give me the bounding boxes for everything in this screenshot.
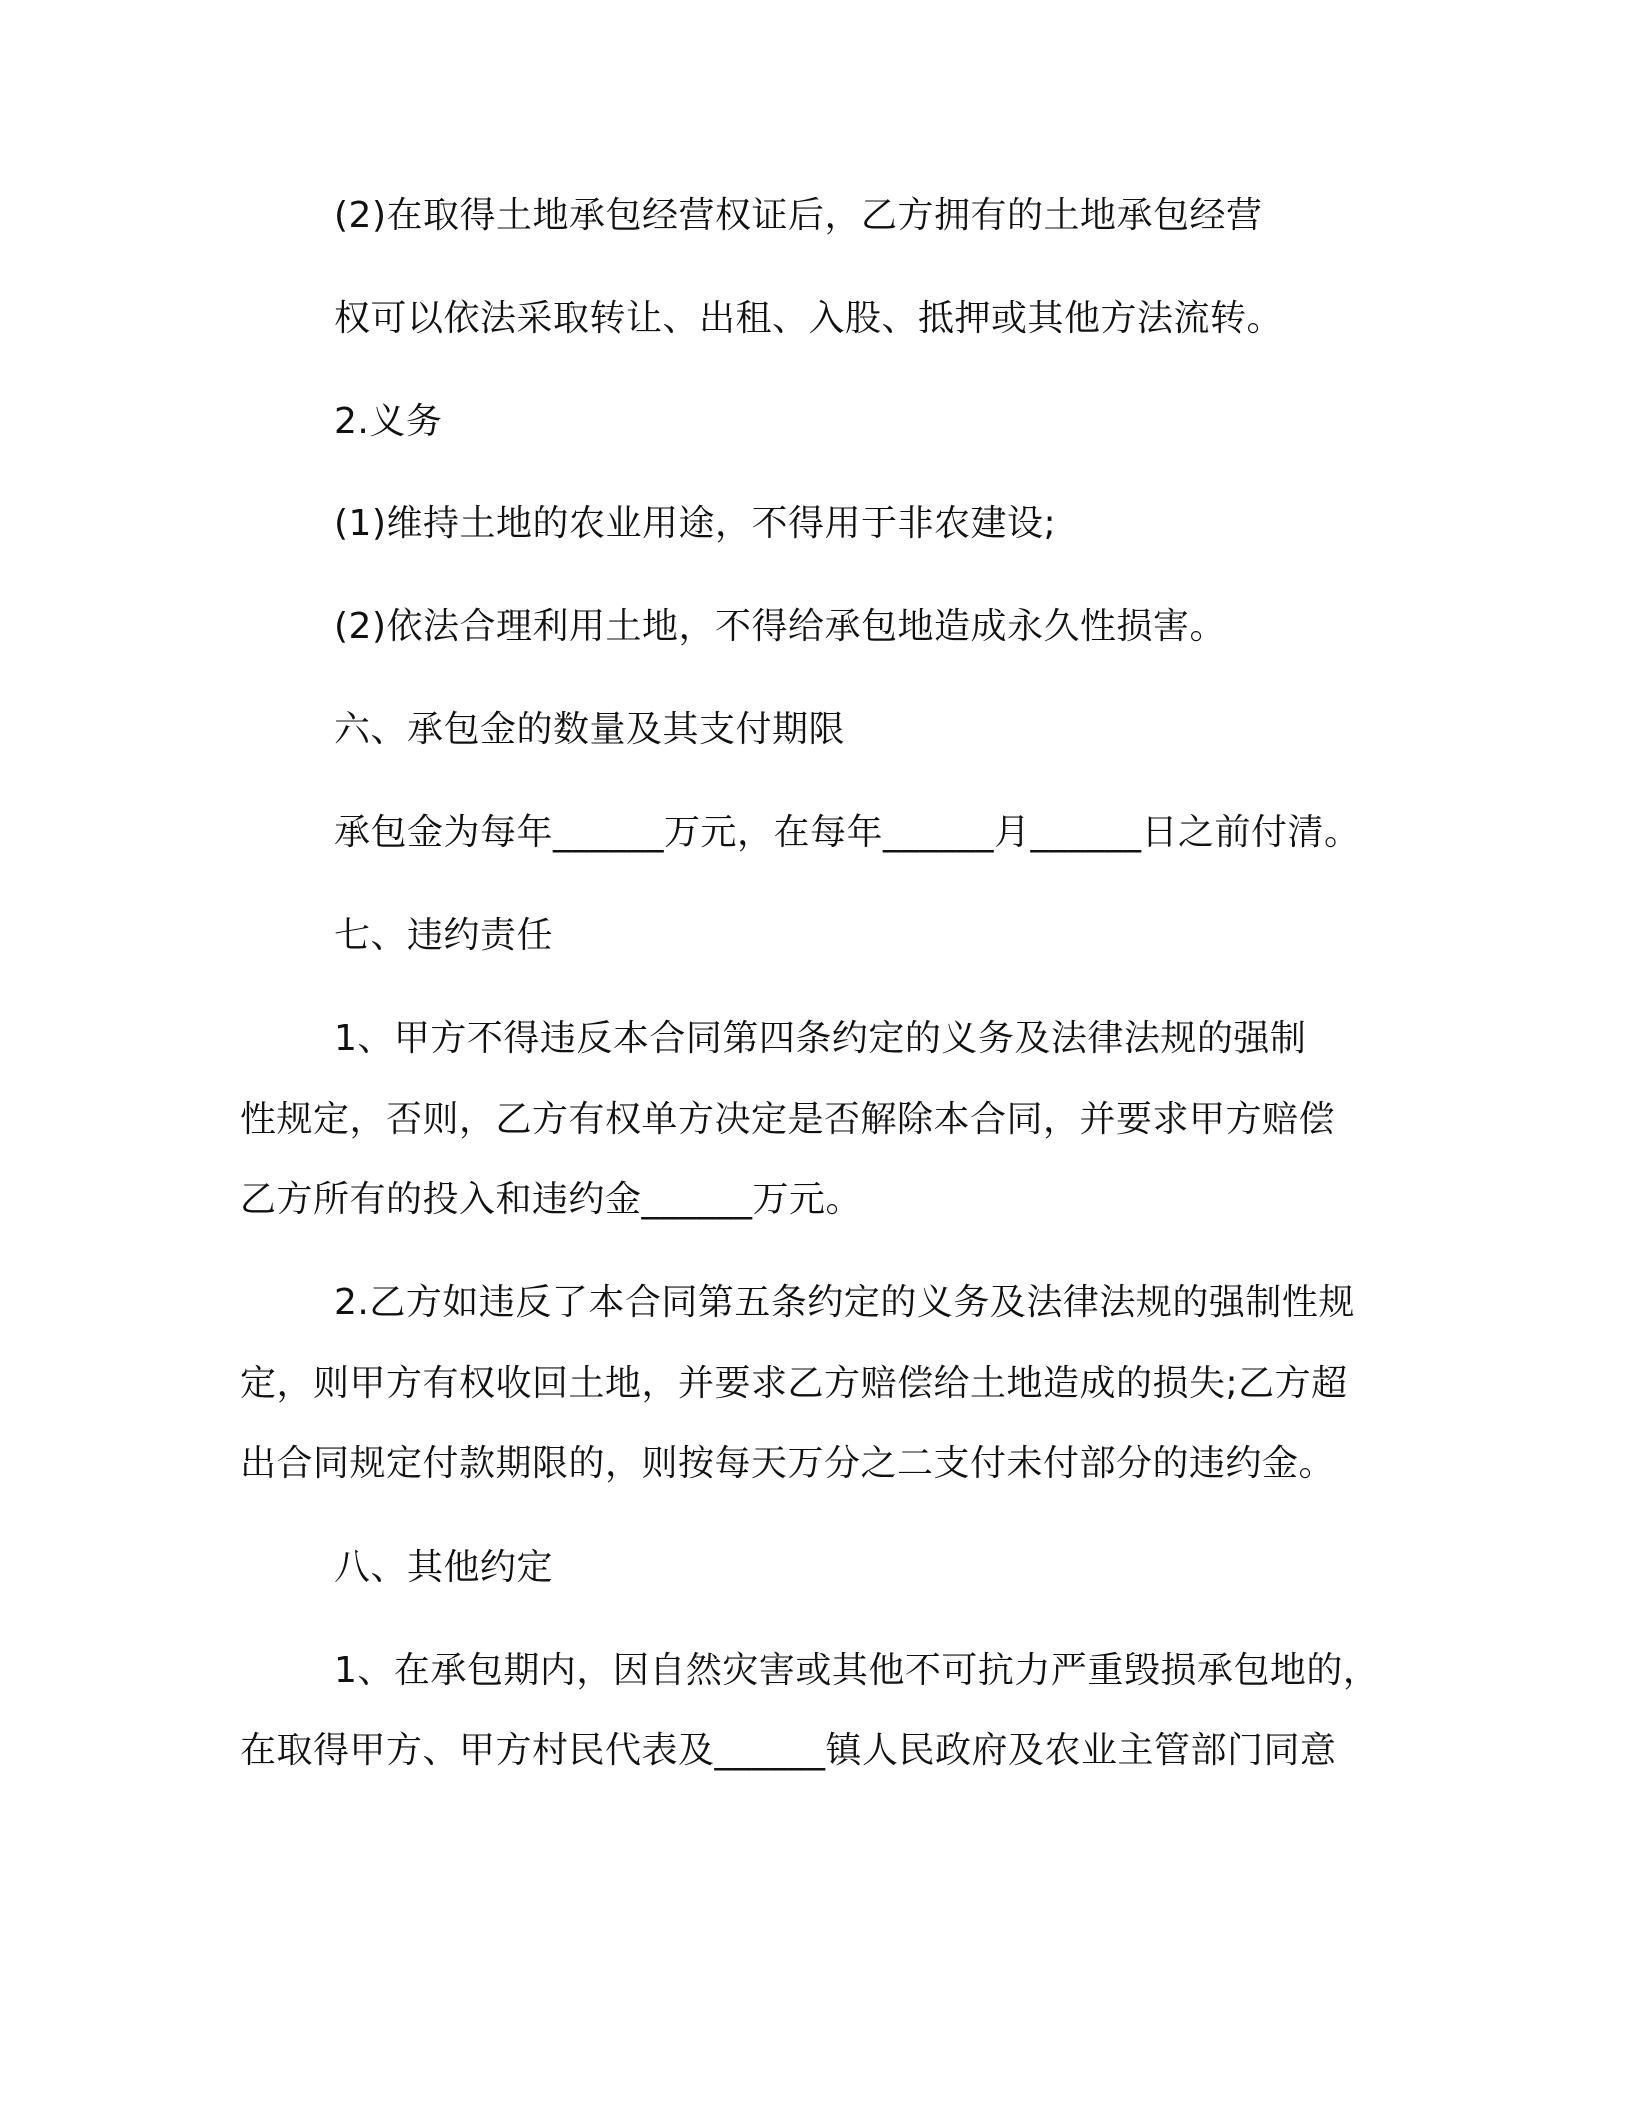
heading-section-6: 六、承包金的数量及其支付期限 bbox=[334, 709, 846, 750]
text-line-breach-1-part2: 性规定，否则，乙方有权单方决定是否解除本合同，并要求甲方赔偿 bbox=[240, 1099, 1336, 1140]
text-line-rights-2-part2: 权可以依法采取转让、出租、入股、抵押或其他方法流转。 bbox=[334, 298, 1284, 339]
text-line-breach-2-part2: 定，则甲方有权收回土地，并要求乙方赔偿给土地造成的损失;乙方超 bbox=[240, 1363, 1348, 1404]
text-line-other-1-part1: 1、在承包期内，因自然灾害或其他不可抗力严重毁损承包地的， bbox=[334, 1650, 1380, 1691]
text-line-other-1-part2: 在取得甲方、甲方村民代表及______镇人民政府及农业主管部门同意 bbox=[240, 1730, 1337, 1771]
text-line-obligation-2: (2)依法合理利用土地，不得给承包地造成永久性损害。 bbox=[334, 606, 1226, 647]
text-line-obligation-1: (1)维持土地的农业用途，不得用于非农建设; bbox=[334, 503, 1057, 544]
text-line-breach-2-part3: 出合同规定付款期限的，则按每天万分之二支付未付部分的违约金。 bbox=[240, 1443, 1336, 1484]
heading-section-7: 七、违约责任 bbox=[334, 915, 554, 956]
text-line-breach-2-part1: 2.乙方如违反了本合同第五条约定的义务及法律法规的强制性规 bbox=[334, 1282, 1355, 1323]
text-line-rights-2-part1: (2)在取得土地承包经营权证后，乙方拥有的土地承包经营 bbox=[334, 195, 1263, 236]
text-line-breach-1-part1: 1、甲方不得违反本合同第四条约定的义务及法律法规的强制 bbox=[334, 1018, 1307, 1059]
heading-obligations: 2.义务 bbox=[334, 401, 443, 442]
heading-section-8: 八、其他约定 bbox=[334, 1547, 554, 1588]
text-line-payment: 承包金为每年______万元，在每年______月______日之前付清。 bbox=[334, 812, 1361, 853]
text-line-breach-1-part3: 乙方所有的投入和违约金______万元。 bbox=[240, 1179, 863, 1220]
